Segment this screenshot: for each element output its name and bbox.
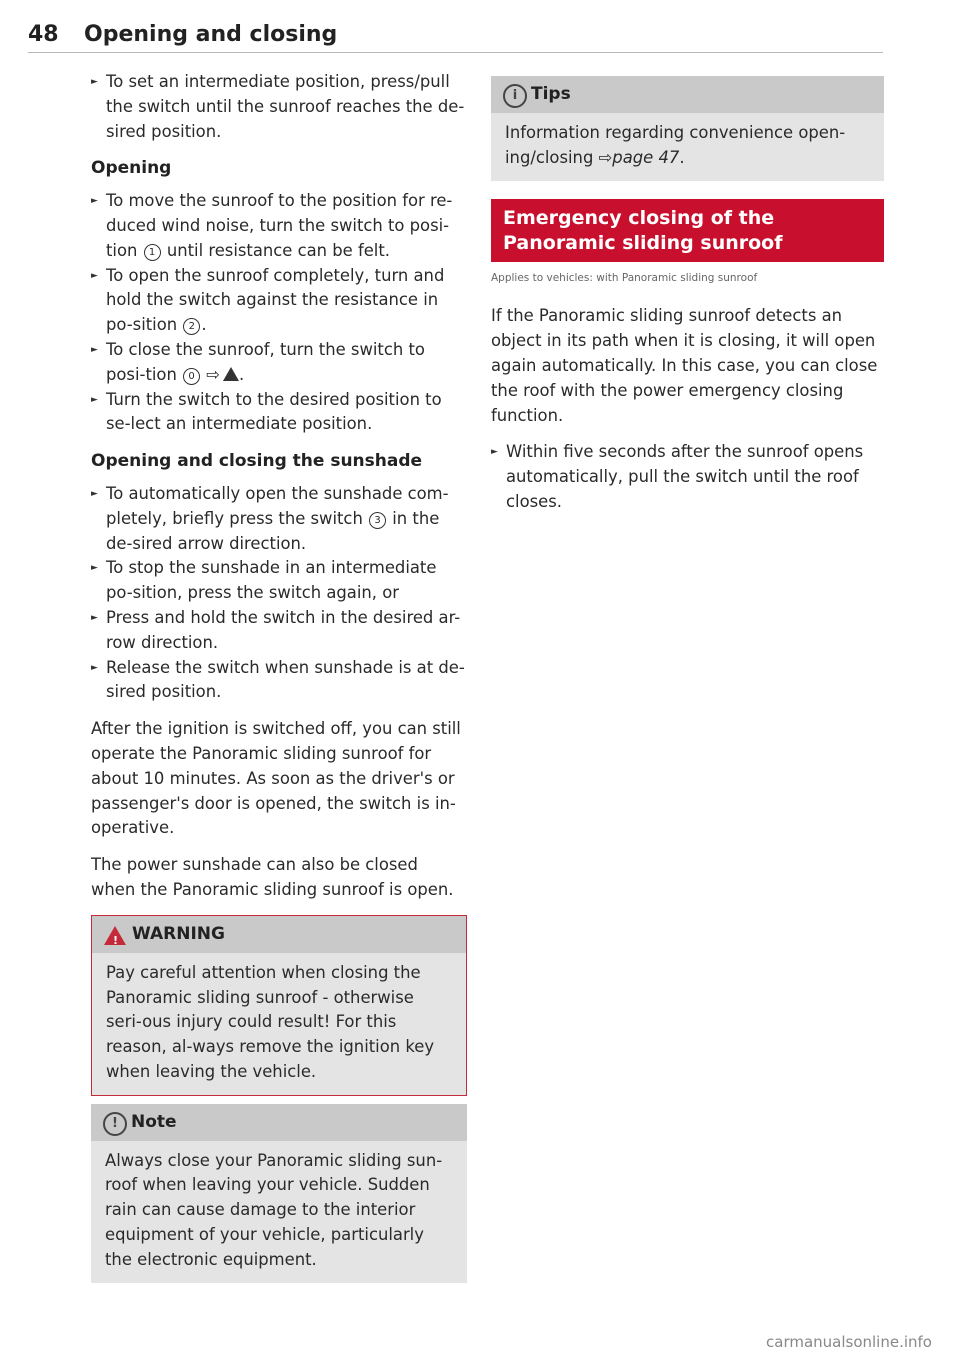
position-2-marker: 2 (183, 318, 200, 335)
list-item: ► To automatically open the sunshade com-pletely, briefly press the switch 3 in the de-sired arrow direction. (91, 482, 467, 556)
opening-heading: Opening (91, 158, 172, 179)
left-column (91, 70, 467, 1283)
ignition-paragraph: After the ignition is switched off, you can still operate the Panoramic sliding sunroof for about 10 minutes. As soon as the driver's or passenger's door is opened, the switch is in-operative. (91, 719, 461, 838)
list-item: ► To close the sunroof, turn the switch to posi-tion 0 ⇨ . (91, 338, 467, 388)
emergency-paragraph: If the Panoramic sliding sunroof detects an object in its path when it is closing, it will open again automatically. In this case, you can close the roof with the power emergency closing function. (491, 306, 878, 425)
tips-box (491, 76, 884, 181)
note-text: Always close your Panoramic sliding sun-roof when leaving your vehicle. Sudden rain can cause damage to the interior equipment of your vehicle, particularly the electronic equipment. (105, 1150, 443, 1269)
page-reference[interactable]: page 47 (612, 147, 680, 167)
tips-header (491, 76, 884, 113)
warning-header (92, 916, 466, 953)
exclamation-icon: ! (103, 1112, 127, 1136)
warning-triangle-icon (104, 926, 126, 945)
warning-text: Pay careful attention when closing the Panoramic sliding sunroof - otherwise seri-ous injury could result! For this reason, al-ways remove the ignition key when leaving the vehicle. (106, 962, 435, 1081)
list-item: ► To open the sunroof completely, turn and hold the switch against the resistance in po-sition 2 . (91, 264, 467, 338)
warning-box (91, 915, 467, 1096)
ref-arrow-icon: ⇨ (598, 147, 613, 167)
warning-icon (223, 367, 239, 381)
note-box (91, 1104, 467, 1283)
sunshade-paragraph: The power sunshade can also be closed when the Panoramic sliding sunroof is open. (91, 855, 454, 899)
page-header (28, 22, 883, 53)
list-item: ► Release the switch when sunshade is at de-sired position. (91, 656, 467, 706)
sunshade-heading: Opening and closing the sunshade (91, 451, 423, 472)
list-item: ► Press and hold the switch in the desired ar-row direction. (91, 606, 467, 656)
list-item: ► To stop the sunshade in an intermediate po-sition, press the switch again, or (91, 556, 467, 606)
page-number: 48 (28, 22, 59, 47)
warning-title: WARNING (132, 923, 225, 944)
note-title: Note (131, 1111, 177, 1132)
right-column (491, 76, 884, 515)
watermark: carmanualsonline.info (766, 1333, 932, 1351)
list-item: ► Turn the switch to the desired position to se-lect an intermediate position. (91, 388, 467, 438)
list-item: ► Within five seconds after the sunroof opens automatically, pull the switch until the roof closes. (491, 440, 884, 514)
list-item: ► To move the sunroof to the position for re-duced wind noise, turn the switch to posi-tion 1 until resistance can be felt. (91, 189, 467, 263)
intro-bullet: ► To set an intermediate position, press/pull the switch until the sunroof reaches the de-sired position. (91, 70, 467, 144)
tips-text: Information regarding convenience open-ing/closing ⇨page 47. (505, 123, 846, 167)
ref-arrow-icon: ⇨ (206, 364, 220, 384)
switch-3-marker: 3 (369, 512, 386, 529)
position-1-marker: 1 (144, 244, 161, 261)
chapter-title: Opening and closing (84, 22, 338, 47)
info-icon: i (503, 84, 527, 108)
section-title: Emergency closing of the Panoramic sliding sunroof (491, 199, 884, 262)
applies-to: Applies to vehicles: with Panoramic sliding sunroof (491, 271, 758, 284)
position-0-marker: 0 (183, 368, 200, 385)
tips-title: Tips (531, 84, 571, 104)
note-header (91, 1104, 467, 1141)
